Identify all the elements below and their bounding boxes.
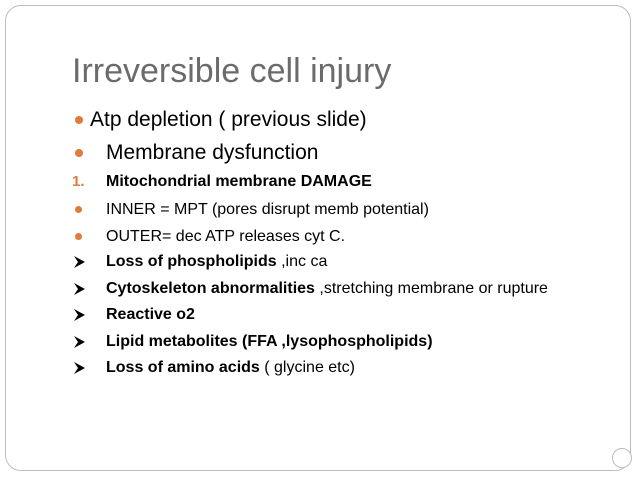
item-text-group bbox=[106, 253, 327, 271]
item-text: INNER = MPT (pores disrupt memb potential) bbox=[106, 201, 429, 218]
arrow-bullet-icon bbox=[72, 334, 88, 350]
item-bold-text: Mitochondrial membrane DAMAGE bbox=[106, 173, 372, 190]
item-text: Atp depletion ( previous slide) bbox=[90, 108, 367, 131]
item-text: Membrane dysfunction bbox=[106, 141, 319, 164]
slide-title: Irreversible cell injury bbox=[72, 52, 392, 90]
item-text: ,inc ca bbox=[276, 253, 328, 270]
arrow-bullet-icon bbox=[72, 281, 88, 297]
bullet-dot-icon bbox=[75, 233, 82, 240]
arrow-bullet-icon bbox=[72, 307, 88, 323]
corner-circle-decoration bbox=[612, 448, 632, 468]
item-bold-text: Loss of amino acids bbox=[106, 359, 260, 376]
arrow-bullet-icon bbox=[72, 360, 88, 376]
item-bold-text: Reactive o2 bbox=[106, 306, 195, 323]
bullet-dot-icon bbox=[75, 116, 83, 124]
item-text-group bbox=[106, 359, 355, 377]
arrow-bullet-icon bbox=[72, 254, 88, 270]
item-number: 1. bbox=[72, 173, 85, 190]
bullet-dot-icon bbox=[75, 149, 83, 157]
item-bold-text: Lipid metabolites (FFA ,lysophospholipids) bbox=[106, 333, 433, 350]
bullet-dot-icon bbox=[75, 206, 82, 213]
item-bold-text: Loss of phospholipids bbox=[106, 253, 277, 270]
item-text: OUTER= dec ATP releases cyt C. bbox=[106, 228, 346, 245]
item-text: ( glycine etc) bbox=[259, 359, 355, 376]
item-text: ,stretching membrane or rupture bbox=[314, 280, 548, 297]
item-bold-text: Cytoskeleton abnormalities bbox=[106, 280, 315, 297]
item-text-group bbox=[106, 280, 548, 298]
